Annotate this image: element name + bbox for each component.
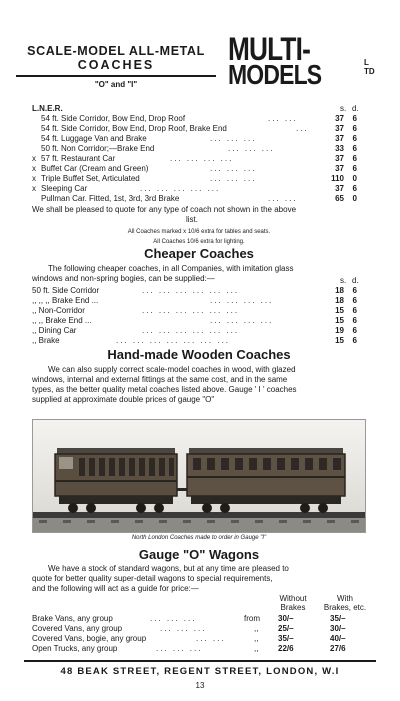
cheaper-item: ,, Brake ... ... ... ... ... ... ... 15 6	[32, 336, 357, 345]
lighting-note: All Coaches 10/6 extra for lighting.	[153, 239, 245, 245]
wagon-item: Covered Vans, bogie, any group ... ... ,, 35/– 40/–	[32, 634, 346, 643]
cheaper-col-d: d.	[352, 276, 359, 285]
cheaper-item: ,, ,, Brake End ... ... ... ... ... 15 6	[32, 316, 357, 325]
lner-col-s: s.	[340, 104, 347, 113]
logo-suffix: L TD	[364, 58, 375, 76]
cheaper-col-s: s.	[340, 276, 347, 285]
photo-caption: North London Coaches made to order in Gauge "I"	[131, 535, 267, 541]
lner-item: Pullman Car. Fitted, 1st, 3rd, 3rd Brake ... ... 65 0	[41, 194, 357, 203]
wooden-text: We can also supply correct scale-model coaches in wood, with glazed windows, internal and external fittings at the same cost, and in the same types, as the better quality metal coaches listed above. Gauge ' I ' coaches supplied at approximate double prices of gauge "O"	[32, 365, 297, 404]
cheaper-item: 50 ft. Side Corridor ... ... ... ... ... ... 18 6	[32, 286, 357, 295]
cheaper-intro: The following cheaper coaches, in all Companies, with imitation glass windows and non-spring bogies, can be supplied:—	[32, 264, 294, 283]
north-london-coaches-image	[33, 420, 365, 532]
logo-line-1: MULTI-	[228, 31, 311, 67]
tables-seats-note: All Coaches marked x 10/6 extra for tables and seats.	[127, 229, 271, 235]
lner-col-d: d.	[352, 104, 359, 113]
title-rule	[16, 75, 216, 77]
wagons-heading: Gauge "O" Wagons	[138, 547, 260, 562]
cheaper-item: ,, ,, ,, Brake End ... ... ... ... ... 18 6	[32, 296, 357, 305]
lner-item: x Buffet Car (Cream and Green) ... ... ... 37 6	[32, 164, 357, 173]
lner-item: 54 ft. Luggage Van and Brake ... ... ... 37 6	[41, 134, 357, 143]
multi-models-logo	[228, 31, 378, 90]
lner-item: 54 ft. Side Corridor, Bow End, Drop Roof ... ... 37 6	[41, 114, 357, 123]
lner-heading: L.N.E.R.	[32, 104, 63, 113]
coach-photograph	[32, 419, 366, 533]
cheaper-item: ,, Non-Corridor ... ... ... ... ... ... 15 6	[32, 306, 357, 315]
wagon-item: Open Trucks, any group ... ... ... ,, 22/6 27/6	[32, 644, 346, 653]
shop-address: 48 BEAK STREET, REGENT STREET, LONDON, W.I	[24, 660, 376, 677]
lner-item: 50 ft. Non Corridor;—Brake End ... ... ... 33 6	[41, 144, 357, 153]
wagons-intro: We have a stock of standard wagons, but at any time are pleased to quote for better quality super-detail wagons to special requirements, and the following will act as a guide for price:—	[32, 564, 289, 593]
title-line-1: SCALE-MODEL ALL-METAL	[27, 44, 205, 58]
cheaper-item: ,, Dining Car ... ... ... ... ... ... 19 6	[32, 326, 357, 335]
lner-item: x Triple Buffet Set, Articulated ... ... ... 110 0	[32, 174, 357, 183]
wooden-coaches-heading: Hand-made Wooden Coaches	[107, 347, 291, 362]
with-brakes-header: With Brakes, etc.	[323, 594, 367, 612]
wagon-item: Covered Vans, any group ... ... ... ,, 25/– 30/–	[32, 624, 346, 633]
title-line-2: COACHES	[77, 58, 155, 72]
logo-line-2: MODELS	[228, 59, 322, 90]
quote-text: We shall be pleased to quote for any type of coach not shown in the above list.	[32, 205, 297, 224]
without-brakes-header: Without Brakes	[279, 594, 307, 612]
lner-item: x 57 ft. Restaurant Car ... ... ... ... 37 6	[32, 154, 357, 163]
gauges-subtitle: "O" and "I"	[94, 80, 138, 89]
title-block	[16, 44, 216, 72]
cheaper-coaches-heading: Cheaper Coaches	[144, 246, 254, 261]
lner-item: 54 ft. Side Corridor, Bow End, Drop Roof, Brake End ... 37 6	[41, 124, 357, 133]
page-number: 13	[195, 681, 205, 690]
lner-item: x Sleeping Car ... ... ... ... ... 37 6	[32, 184, 357, 193]
wagon-item: Brake Vans, any group ... ... ... from 30/– 35/–	[32, 614, 346, 623]
